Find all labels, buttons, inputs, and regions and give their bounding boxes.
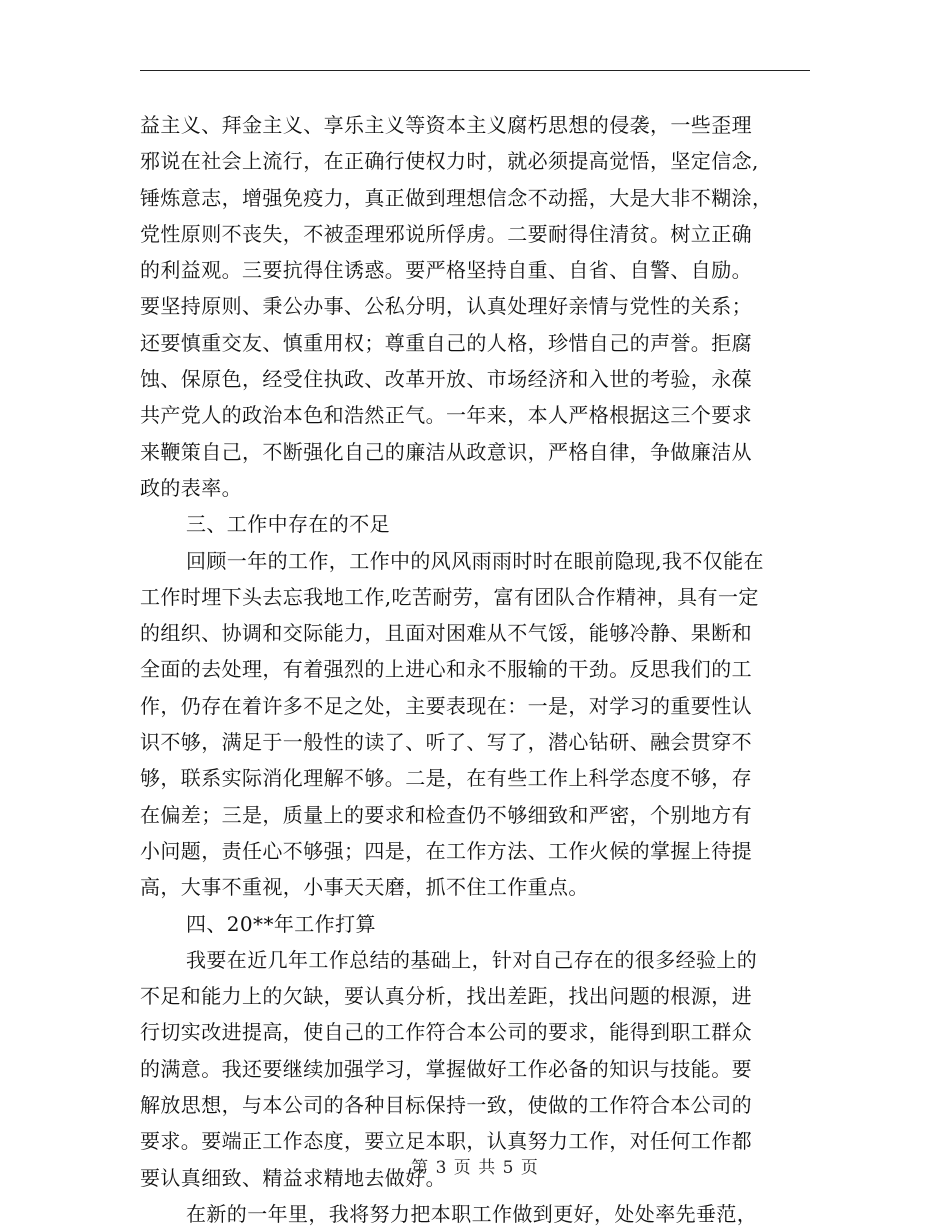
body-line: 行切实改进提高，使自己的工作符合本公司的要求，能得到职工群众 [140, 1020, 752, 1045]
body-line: 解放思想，与本公司的各种目标保持一致，使做的工作符合本公司的 [140, 1093, 752, 1118]
body-line: 益主义、拜金主义、享乐主义等资本主义腐朽思想的侵袭，一些歪理 [140, 113, 752, 137]
body-line: 小问题，责任心不够强；四是，在工作方法、工作火候的掌握上待提 [140, 838, 752, 863]
section-heading: 三、工作中存在的不足 [186, 512, 390, 537]
body-line: 要求。要端正工作态度，要立足本职，认真努力工作，对任何工作都 [140, 1129, 752, 1154]
body-line: 政的表率。 [140, 475, 242, 500]
body-line: 锤炼意志，增强免疫力，真正做到理想信念不动摇，大是大非不糊涂， [140, 185, 773, 210]
body-line: 邪说在社会上流行，在正确行使权力时，就必须提高觉悟，坚定信念, [140, 149, 759, 174]
paragraph-start-line: 我要在近几年工作总结的基础上，针对自己存在的很多经验上的 [186, 947, 758, 972]
header-rule [140, 70, 810, 71]
body-line: 来鞭策自己，不断强化自己的廉洁从政意识，严格自律，争做廉洁从 [140, 439, 752, 464]
body-line: 高，大事不重视，小事天天磨，抓不住工作重点。 [140, 875, 589, 900]
body-line: 全面的去处理，有着强烈的上进心和永不服输的干劲。反思我们的工 [140, 657, 752, 682]
body-line: 蚀、保原色，经受住执政、改革开放、市场经济和入世的考验，永葆 [140, 367, 752, 392]
body-line: 在偏差；三是，质量上的要求和检查仍不够细致和严密，个别地方有 [140, 802, 752, 827]
body-line: 识不够，满足于一般性的读了、听了、写了，潜心钻研、融会贯穿不 [140, 730, 752, 755]
body-line: 要坚持原则、秉公办事、公私分明，认真处理好亲情与党性的关系； [140, 294, 752, 319]
body-line: 的满意。我还要继续加强学习，掌握做好工作必备的知识与技能。要 [140, 1056, 752, 1081]
body-line: 要认真细致、精益求精地去做好。 [140, 1165, 446, 1190]
body-line: 不足和能力上的欠缺，要认真分析，找出差距，找出问题的根源，进 [140, 984, 752, 1009]
section-heading: 四、20**年工作打算 [186, 911, 376, 936]
page-number-footer: 第 3 页 共 5 页 [411, 1158, 539, 1178]
document-body [140, 107, 810, 1232]
body-line: 作，仍存在着许多不足之处，主要表现在：一是，对学习的重要性认 [140, 693, 752, 718]
body-line: 还要慎重交友、慎重用权；尊重自己的人格，珍惜自己的声誉。拒腐 [140, 330, 752, 355]
body-line: 的利益观。三要抗得住诱惑。要严格坚持自重、自省、自警、自励。 [140, 258, 752, 283]
body-line: 的组织、协调和交际能力，且面对困难从不气馁，能够冷静、果断和 [140, 621, 752, 646]
body-line: 共产党人的政治本色和浩然正气。一年来，本人严格根据这三个要求 [140, 403, 752, 428]
body-line: 够，联系实际消化理解不够。二是，在有些工作上科学态度不够，存 [140, 766, 752, 791]
paragraph-start-line: 回顾一年的工作，工作中的风风雨雨时时在眼前隐现,我不仅能在 [186, 548, 764, 573]
body-line: 党性原则不丧失，不被歪理邪说所俘虏。二要耐得住清贫。树立正确 [140, 221, 752, 246]
body-line: 工作时埋下头去忘我地工作,吃苦耐劳，富有团队合作精神，具有一定 [140, 584, 759, 609]
paragraph-start-line: 在新的一年里，我将努力把本职工作做到更好，处处率先垂范， [186, 1201, 758, 1226]
